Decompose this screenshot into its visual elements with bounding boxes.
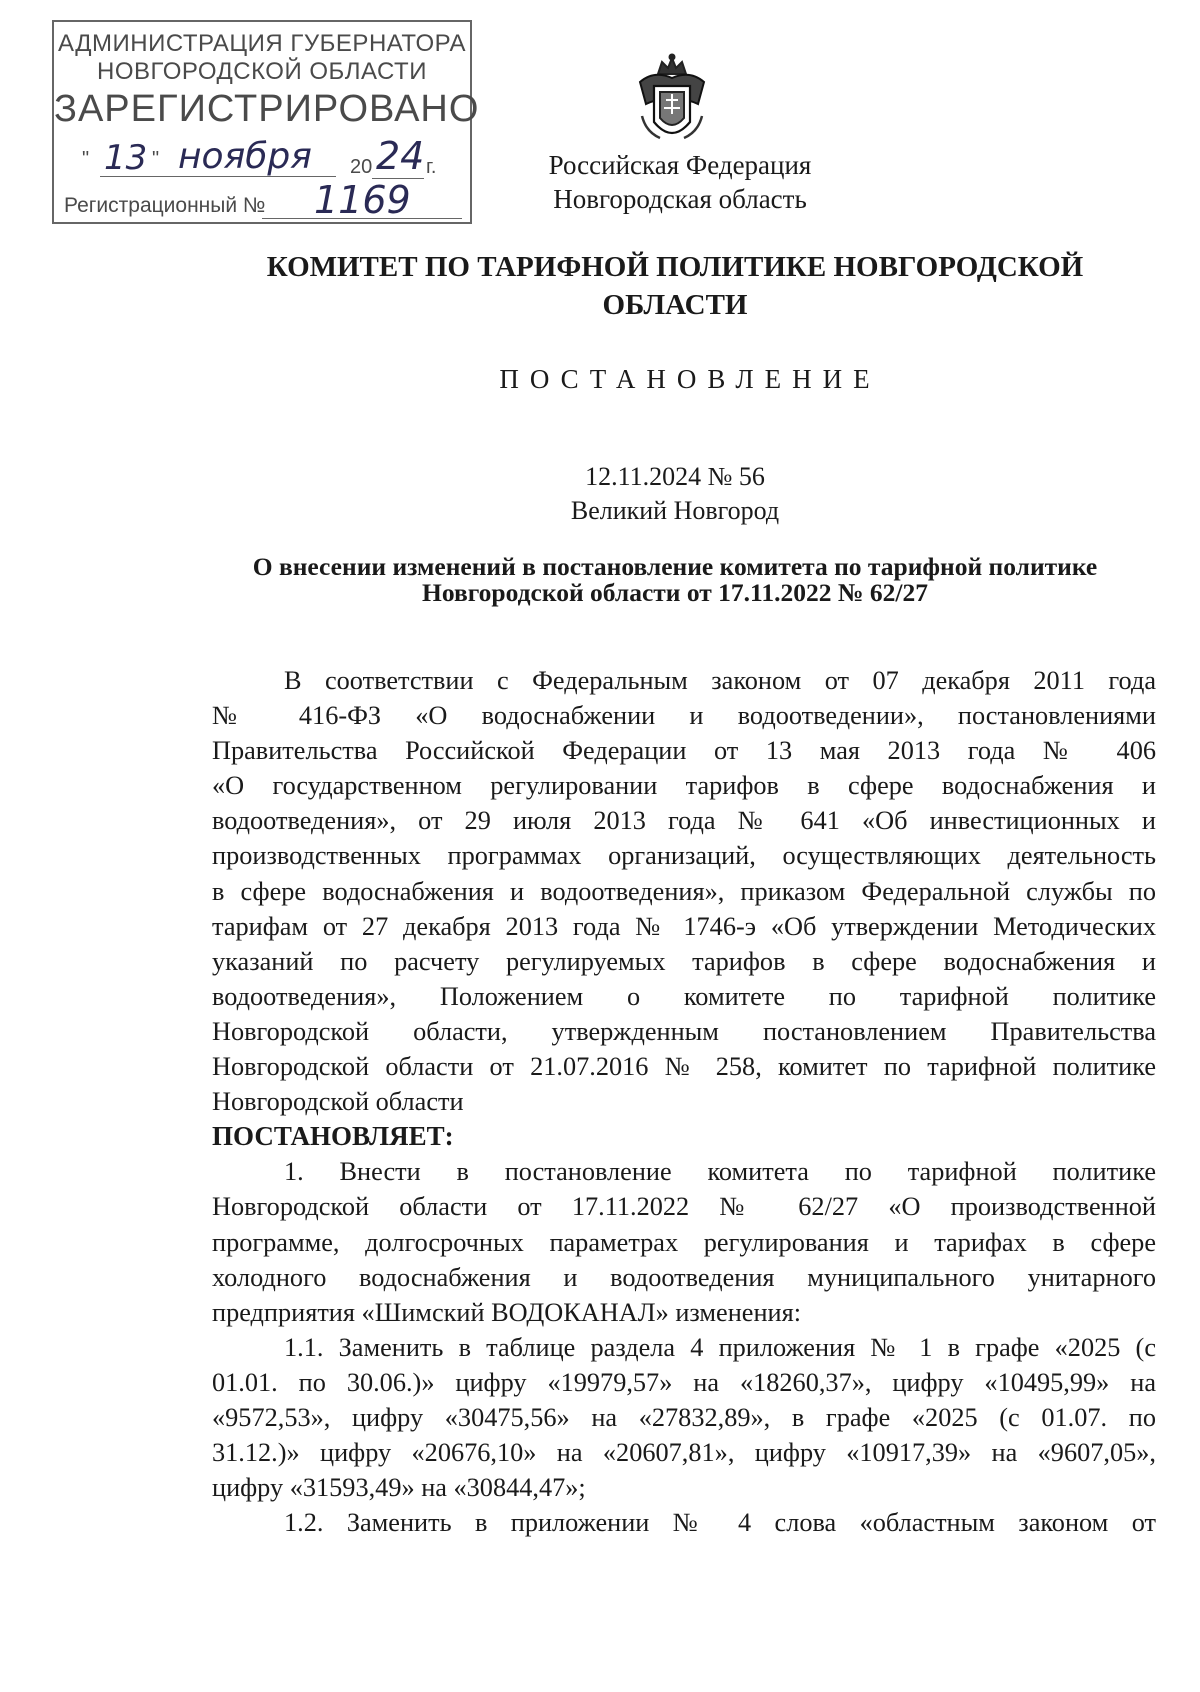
stamp-year-abbr: г. — [426, 156, 437, 178]
decides-heading: ПОСТАНОВЛЯЕТ: — [212, 1121, 454, 1152]
document-type: ПОСТАНОВЛЕНИЕ — [499, 364, 881, 394]
preamble-paragraph — [212, 663, 1156, 1540]
country-name: Российская Федерация — [548, 150, 812, 180]
text-line: водоотведения», Положением о комитете по тарифной политике — [212, 981, 1156, 1011]
text-line: холодного водоснабжения и водоотведения муниципального унитарного — [212, 1262, 1156, 1292]
text-line: 31.12.)» цифру «20676,10» на «20607,81», цифру «10917,39» на «9607,05», — [212, 1438, 1156, 1468]
document-title — [210, 554, 1140, 606]
stamp-date-month: ноября — [178, 136, 312, 177]
document-city: Великий Новгород — [570, 496, 780, 525]
stamp-date-day: 13 — [104, 138, 148, 178]
committee-line1: КОМИТЕТ ПО ТАРИФНОЙ ПОЛИТИКЕ НОВГОРОДСКОЙ — [266, 251, 1084, 283]
text-line: № 416-ФЗ «О водоснабжении и водоотведении», постановлениями — [212, 701, 1156, 731]
stamp-reg-label: Регистрационный № — [64, 194, 266, 217]
text-line: указаний по расчету регулируемых тарифов в сфере водоснабжения и — [212, 946, 1156, 976]
document-date-number: 12.11.2024 № 56 — [585, 462, 765, 491]
stamp-registered: ЗАРЕГИСТРИРОВАНО — [54, 88, 480, 130]
text-line: Новгородской области от 21.07.2016 № 258, комитет по тарифной политике — [212, 1052, 1156, 1082]
stamp-org-line1: АДМИНИСТРАЦИЯ ГУБЕРНАТОРА — [57, 30, 467, 57]
text-line: В соответствии с Федеральным законом от 07 декабря 2011 года — [284, 666, 1156, 695]
text-line: Правительства Российской Федерации от 13 мая 2013 года № 406 — [212, 736, 1156, 766]
text-line: цифру «31593,49» на «30844,47»; — [212, 1473, 586, 1503]
region-name: Новгородская область — [553, 184, 807, 214]
text-line: Новгородской области, утвержденным постановлением Правительства — [212, 1016, 1156, 1046]
committee-name — [210, 248, 1140, 324]
coat-of-arms-icon — [636, 52, 708, 148]
text-line: 1. Внести в постановление комитета по тарифной политике — [284, 1157, 1156, 1187]
text-line: Новгородской области — [212, 1087, 464, 1117]
text-line: 1.2. Заменить в приложении № 4 слова «областным законом от — [284, 1508, 1156, 1538]
text-line: водоотведения», от 29 июля 2013 года № 641 «Об инвестиционных и — [212, 806, 1156, 836]
stamp-reg-number: 1169 — [314, 178, 411, 222]
stamp-year-prefix: 20 — [350, 156, 373, 178]
stamp-org-line2: НОВГОРОДСКОЙ ОБЛАСТИ — [97, 58, 427, 85]
text-line: 1.1. Заменить в таблице раздела 4 приложения № 1 в графе «2025 (с — [284, 1332, 1156, 1362]
text-line: «О государственном регулировании тарифов в сфере водоснабжения и — [212, 771, 1156, 801]
title-line1: О внесении изменений в постановление комитета по тарифной политике — [252, 552, 1098, 581]
committee-line2: ОБЛАСТИ — [602, 289, 748, 321]
stamp-registration-number — [64, 178, 464, 222]
text-line: «9572,53», цифру «30475,56» на «27832,89», в графе «2025 (с 01.07. по — [212, 1402, 1156, 1432]
stamp-year-suffix: 24 — [376, 134, 425, 178]
stamp-date: " 13 " ноября 20 24 г. — [82, 134, 437, 178]
text-line: в сфере водоснабжения и водоотведения», приказом Федеральной службы по — [212, 876, 1156, 906]
text-line: производственных программах организаций, осуществляющих деятельность — [212, 841, 1156, 871]
text-line: тарифам от 27 декабря 2013 года № 1746-э «Об утверждении Методических — [212, 911, 1156, 941]
text-line: 01.01. по 30.06.)» цифру «19979,57» на «18260,37», цифру «10495,99» на — [212, 1367, 1156, 1397]
text-line: Новгородской области от 17.11.2022 № 62/27 «О производственной — [212, 1192, 1156, 1222]
text-line: программе, долгосрочных параметрах регулирования и тарифах в сфере — [212, 1227, 1156, 1257]
text-line: предприятия «Шимский ВОДОКАНАЛ» изменения: — [212, 1297, 802, 1327]
title-line2: Новгородской области от 17.11.2022 № 62/27 — [422, 578, 928, 607]
registration-stamp — [52, 20, 480, 224]
